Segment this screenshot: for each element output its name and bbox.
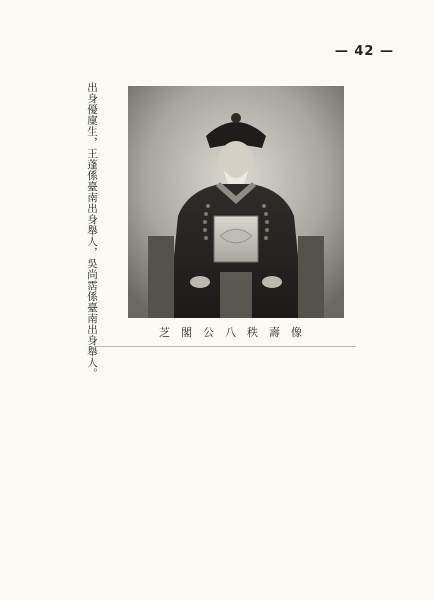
portrait-photo bbox=[128, 86, 344, 318]
left-caption-column: 出身優廩生，王蓬係臺南出身舉人，吳尚霑係臺南出身舉人。 bbox=[86, 82, 98, 379]
page-number: — 42 — bbox=[334, 44, 394, 59]
caption-divider bbox=[96, 346, 356, 347]
portrait-image bbox=[128, 86, 344, 318]
portrait-caption: 芝閣公八秩壽像 bbox=[159, 326, 313, 339]
